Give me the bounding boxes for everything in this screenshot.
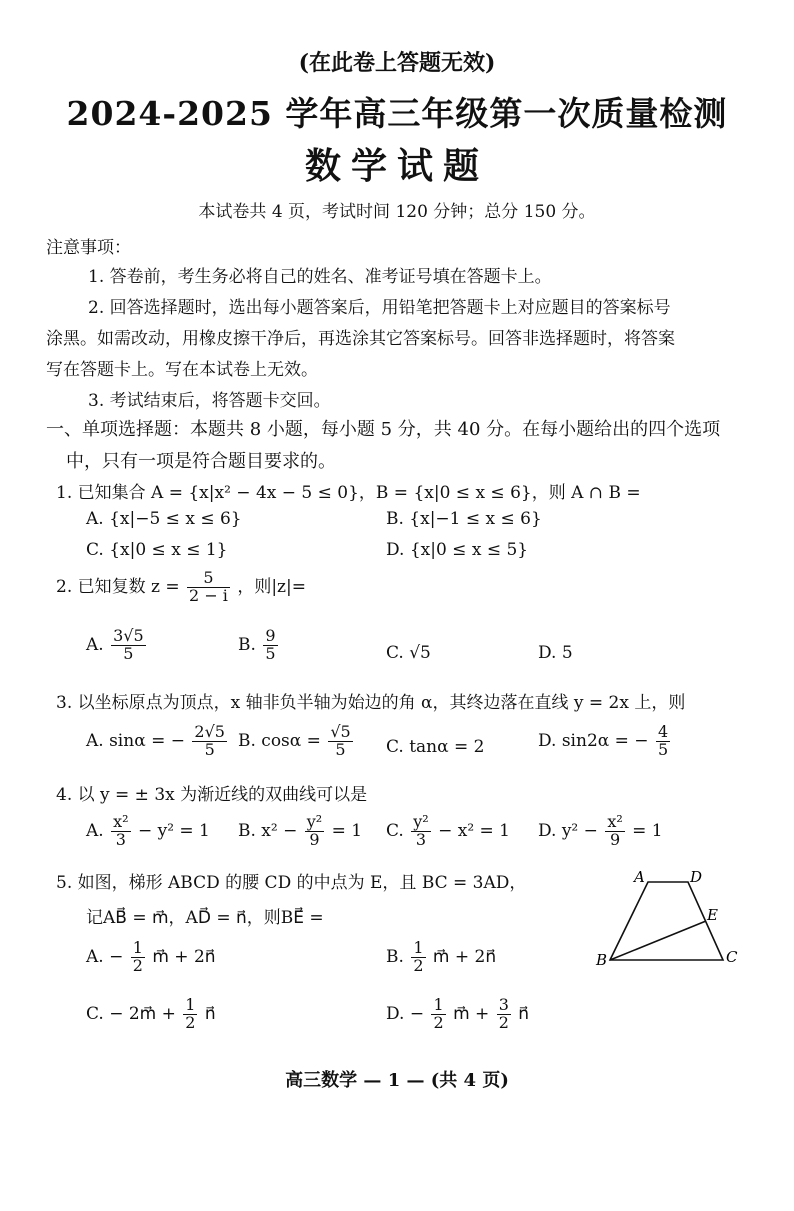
q4-d-post: = 1 (632, 820, 663, 841)
q5-b-num: 1 (413, 938, 424, 957)
q3-option-b (238, 724, 355, 759)
q2-stem-post: ，则|z|= (237, 576, 306, 597)
q4-c-den: 3 (415, 829, 427, 849)
q3-a-den: 5 (204, 739, 215, 759)
q3-d-den: 5 (657, 739, 669, 759)
q5-option-d (386, 997, 529, 1032)
q4-b-pre: B. x² − (238, 820, 298, 841)
q3-b-num: √5 (330, 722, 351, 741)
q2-option-a (86, 628, 148, 663)
q5-c-fraction (183, 997, 197, 1032)
q4-a-num: x² (113, 812, 129, 831)
exam-title: 2024-2025 学年高三年级第一次质量检测 (66, 94, 728, 133)
q3-b-fraction (328, 724, 352, 759)
q2-a-num: 3√5 (113, 626, 144, 645)
q4-option-b (238, 814, 362, 849)
q2-option-c: C. √5 (386, 643, 431, 663)
q5-b-den: 2 (413, 955, 424, 975)
note-3: 3. 考试结束后，将答题卡交回。 (88, 391, 331, 411)
q1-option-b: B. {x|−1 ≤ x ≤ 6} (386, 509, 542, 529)
segment-be (610, 921, 706, 960)
label-a: A (634, 868, 645, 886)
q5-c-pre: C. − 2m⃗ + (86, 1003, 176, 1024)
exam-info: 本试卷共 4 页，考试时间 120 分钟；总分 150 分。 (198, 202, 596, 222)
q5-d-fraction-1 (431, 997, 445, 1032)
q5-stem-line1: 5. 如图，梯形 ABCD 的腰 CD 的中点为 E，且 BC = 3AD， (56, 873, 527, 893)
q5-a-pre: A. − (86, 946, 124, 967)
q4-option-c (386, 814, 510, 849)
q3-d-fraction (656, 724, 670, 759)
label-d: D (690, 868, 703, 886)
q4-b-den: 9 (309, 829, 320, 849)
invalid-notice: (在此卷上答题无效) (298, 50, 496, 76)
label-c: C (726, 948, 738, 966)
q2-b-label: B. (238, 634, 256, 655)
q5-a-num: 1 (132, 938, 143, 957)
q1-option-c: C. {x|0 ≤ x ≤ 1} (86, 540, 228, 560)
note-2-line3: 写在答题卡上。写在本试卷上无效。 (46, 360, 318, 380)
section1-line2: 中，只有一项是符合题目要求的。 (66, 451, 336, 472)
q5-option-a (86, 940, 216, 975)
q3-a-pre: A. sinα = − (86, 730, 185, 751)
notes-heading: 注意事项： (46, 238, 131, 258)
q3-a-num: 2√5 (194, 722, 225, 741)
q2-option-b (238, 628, 280, 663)
note-2-line1: 2. 回答选择题时，选出每小题答案后，用铅笔把答题卡上对应题目的答案标号 (88, 298, 671, 318)
q2-stem-pre: 2. 已知复数 z = (56, 576, 180, 597)
q1-stem: 1. 已知集合 A = {x|x² − 4x − 5 ≤ 0}，B = {x|0 ≤ x ≤ 6}，则 A ∩ B = (56, 483, 641, 503)
q2-den: 2 − i (189, 585, 228, 605)
q2-a-den: 5 (123, 643, 134, 663)
q5-c-den: 2 (185, 1012, 196, 1032)
q5-d-num-2: 3 (498, 995, 509, 1014)
q4-d-den: 9 (609, 829, 621, 849)
q3-d-pre: D. sin2α = − (538, 730, 649, 751)
note-1: 1. 答卷前，考生务必将自己的姓名、准考证号填在答题卡上。 (88, 267, 552, 287)
q4-b-fraction (305, 814, 324, 849)
page-footer: 高三数学 — 1 — (共 4 页) (285, 1070, 509, 1091)
q5-d-num-1: 1 (433, 995, 444, 1014)
q5-option-c (86, 997, 216, 1032)
q3-option-d (538, 724, 672, 759)
q5-b-post: m⃗ + 2n⃗ (432, 946, 497, 967)
q4-a-den: 3 (115, 829, 126, 849)
q2-stem (56, 570, 306, 605)
q4-b-post: = 1 (331, 820, 363, 841)
q4-b-num: y² (306, 812, 323, 831)
q5-d-pre: D. − (386, 1003, 425, 1024)
q4-a-post: − y² = 1 (137, 820, 210, 841)
q4-d-num: x² (607, 812, 623, 831)
q5-a-den: 2 (132, 955, 143, 975)
q4-option-d (538, 814, 663, 849)
q4-d-fraction (605, 814, 624, 849)
q4-c-num: y² (413, 812, 429, 831)
q3-option-a (86, 724, 229, 759)
q5-b-fraction (411, 940, 425, 975)
q5-a-post: m⃗ + 2n⃗ (152, 946, 216, 967)
q2-b-den: 5 (265, 643, 276, 663)
q1-option-d: D. {x|0 ≤ x ≤ 5} (386, 540, 529, 560)
q2-b-num: 9 (265, 626, 276, 645)
q2-fraction (187, 570, 230, 605)
q3-b-pre: B. cosα = (238, 730, 321, 751)
q5-stem-line2: 记AB⃗ = m⃗，AD⃗ = n⃗，则BE⃗ = (86, 908, 324, 928)
q2-a-label: A. (86, 634, 104, 655)
trapezoid-figure (590, 866, 750, 976)
section1-line1: 一、单项选择题：本题共 8 小题，每小题 5 分，共 40 分。在每小题给出的四个选项 (46, 419, 721, 440)
q3-stem: 3. 以坐标原点为顶点，x 轴非负半轴为始边的角 α，其终边落在直线 y = 2x 上，则 (56, 693, 686, 713)
q4-c-fraction (411, 814, 430, 849)
note-2-line2: 涂黑。如需改动，用橡皮擦干净后，再选涂其它答案标号。回答非选择题时，将答案 (46, 329, 675, 349)
q2-a-fraction (111, 628, 146, 663)
q5-c-num: 1 (185, 995, 196, 1014)
q5-d-post: n⃗ (518, 1003, 530, 1024)
label-e: E (707, 906, 718, 924)
q5-b-label: B. (386, 946, 404, 967)
subject-title: 数学试题 (304, 145, 489, 187)
q5-d-den-1: 2 (433, 1012, 444, 1032)
q3-b-den: 5 (335, 739, 346, 759)
q3-a-fraction (192, 724, 227, 759)
q5-d-fraction-2 (497, 997, 511, 1032)
label-b: B (596, 951, 608, 969)
q2-option-d: D. 5 (538, 643, 573, 663)
q4-a-fraction (111, 814, 130, 849)
q3-option-c: C. tanα = 2 (386, 737, 485, 757)
q1-option-a: A. {x|−5 ≤ x ≤ 6} (86, 509, 242, 529)
q4-stem: 4. 以 y = ± 3x 为渐近线的双曲线可以是 (56, 785, 368, 805)
q5-a-fraction (131, 940, 145, 975)
q4-c-post: − x² = 1 (438, 820, 510, 841)
q3-d-num: 4 (657, 722, 669, 741)
q4-d-pre: D. y² − (538, 820, 598, 841)
q5-d-mid: m⃗ + (453, 1003, 490, 1024)
q4-c-label: C. (386, 820, 404, 841)
q4-a-label: A. (86, 820, 104, 841)
q5-c-post: n⃗ (204, 1003, 216, 1024)
q2-num: 5 (187, 570, 230, 588)
q2-b-fraction (263, 628, 277, 663)
q5-d-den-2: 2 (498, 1012, 509, 1032)
q4-option-a (86, 814, 210, 849)
q5-option-b (386, 940, 496, 975)
